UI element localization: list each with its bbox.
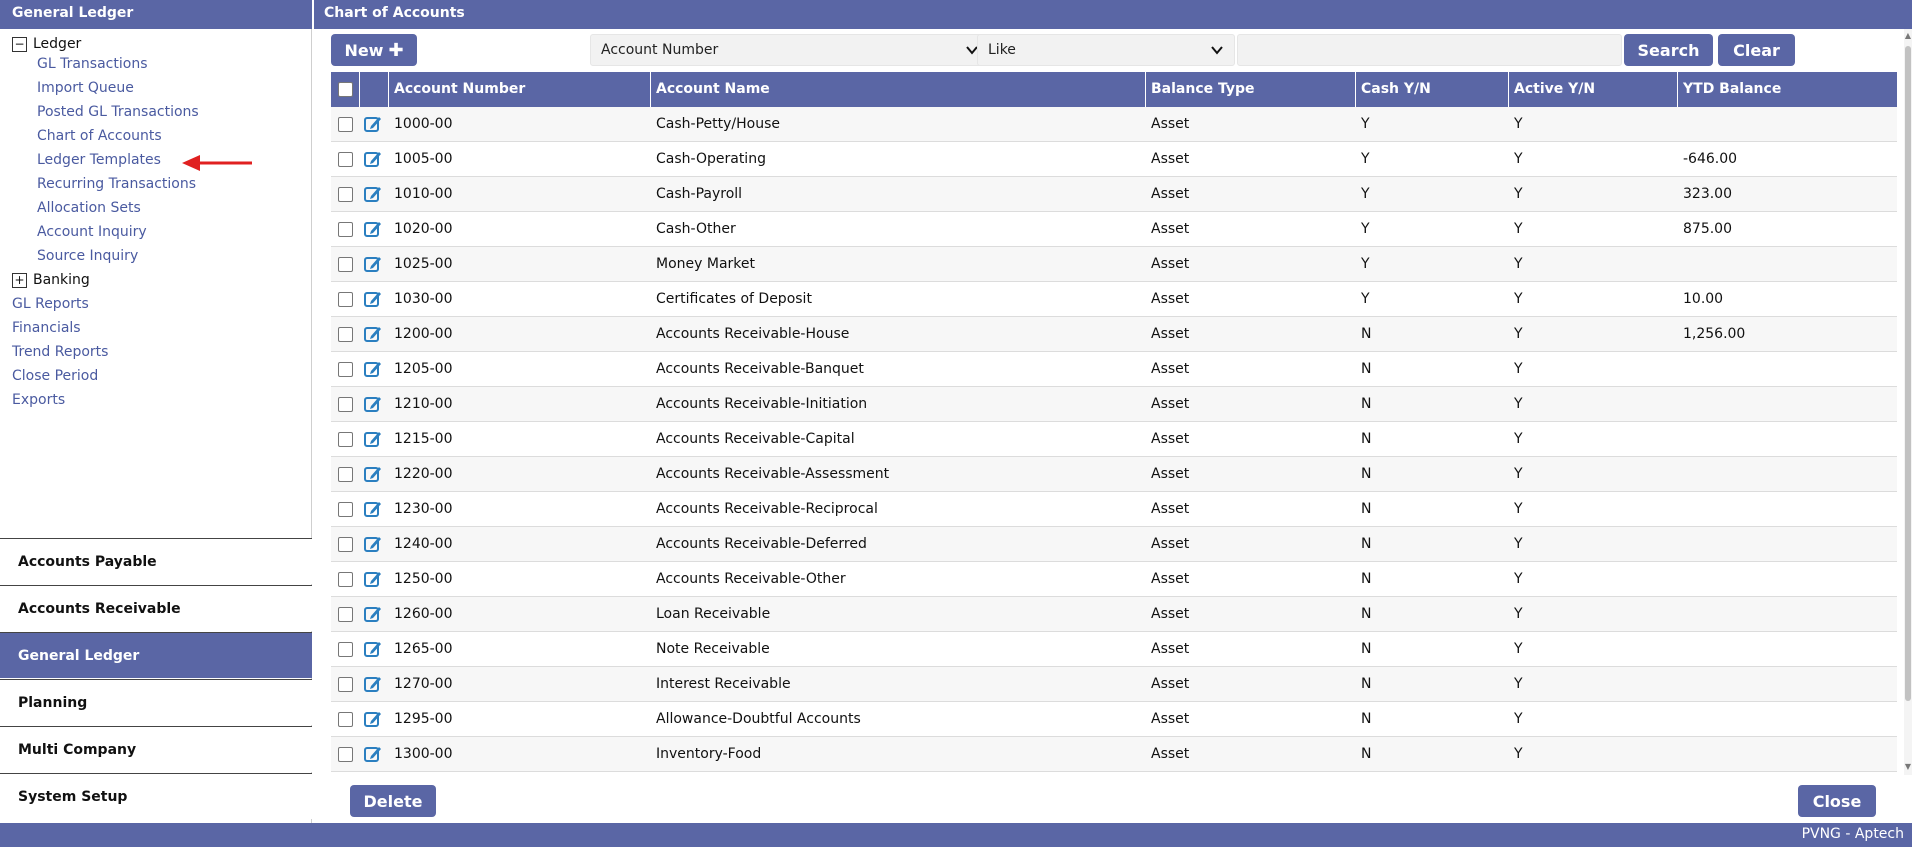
edit-icon[interactable] — [363, 639, 383, 659]
cell-active-yn: Y — [1514, 116, 1523, 132]
edit-icon[interactable] — [363, 709, 383, 729]
cell-balance-type: Asset — [1151, 571, 1190, 587]
module-accounts-payable[interactable]: Accounts Payable — [0, 538, 312, 584]
cell-cash-yn: Y — [1361, 116, 1370, 132]
table-row[interactable] — [331, 702, 1897, 737]
module-planning[interactable]: Planning — [0, 679, 312, 725]
scrollbar-thumb[interactable] — [1905, 46, 1911, 701]
module-multi-company[interactable]: Multi Company — [0, 726, 312, 772]
row-checkbox[interactable] — [338, 292, 353, 307]
cell-ytd-balance — [1678, 387, 1683, 422]
sidebar-item-exports[interactable]: Exports — [12, 392, 66, 408]
cell-active-yn: Y — [1514, 256, 1523, 272]
cell-account-name: Certificates of Deposit — [656, 291, 812, 307]
cell-cash-yn: N — [1361, 326, 1372, 342]
cell-balance-type: Asset — [1151, 151, 1190, 167]
sidebar-item-financials[interactable]: Financials — [12, 320, 81, 336]
cell-active-yn: Y — [1514, 641, 1523, 657]
cell-ytd-balance: 10.00 — [1683, 291, 1724, 307]
tree-node-banking[interactable] — [12, 269, 90, 291]
cell-cash-yn: Y — [1361, 186, 1370, 202]
cell-account-number: 1210-00 — [394, 396, 453, 412]
row-checkbox[interactable] — [338, 712, 353, 727]
row-checkbox[interactable] — [338, 152, 353, 167]
cell-active-yn: Y — [1514, 186, 1523, 202]
cell-cash-yn: Y — [1361, 291, 1370, 307]
red-arrow-annotation — [182, 153, 252, 173]
cell-account-number: 1300-00 — [394, 746, 453, 762]
cell-ytd-balance — [1678, 422, 1683, 457]
table-row[interactable] — [331, 632, 1897, 667]
clear-button[interactable]: Clear — [1718, 34, 1795, 66]
cell-active-yn: Y — [1514, 361, 1523, 377]
cell-balance-type: Asset — [1151, 361, 1190, 377]
cell-account-number: 1230-00 — [394, 501, 453, 517]
cell-active-yn: Y — [1514, 571, 1523, 587]
sidebar-item-recurring-transactions[interactable]: Recurring Transactions — [37, 176, 197, 192]
cell-account-number: 1260-00 — [394, 606, 453, 622]
edit-icon[interactable] — [363, 744, 383, 764]
new-button-label: New — [344, 40, 384, 60]
cell-balance-type: Asset — [1151, 606, 1190, 622]
cell-cash-yn: N — [1361, 571, 1372, 587]
column-header-cash-yn[interactable]: Cash Y/N — [1356, 72, 1509, 107]
operator-select[interactable] — [977, 34, 1235, 66]
cell-account-name: Accounts Receivable-Initiation — [656, 396, 868, 412]
cell-active-yn: Y — [1514, 466, 1523, 482]
cell-account-number: 1205-00 — [394, 361, 453, 377]
field-select[interactable] — [590, 34, 990, 66]
column-header-balance-type[interactable]: Balance Type — [1146, 72, 1356, 107]
delete-button[interactable]: Delete — [350, 785, 436, 817]
top-header-bar — [0, 0, 1912, 29]
cell-ytd-balance — [1678, 632, 1683, 667]
cell-account-number: 1220-00 — [394, 466, 453, 482]
edit-column-header — [360, 72, 389, 107]
cell-ytd-balance — [1678, 667, 1683, 702]
cell-active-yn: Y — [1514, 326, 1523, 342]
select-all-checkbox[interactable] — [338, 82, 353, 97]
cell-account-name: Note Receivable — [656, 641, 770, 657]
cell-cash-yn: Y — [1361, 256, 1370, 272]
cell-account-number: 1200-00 — [394, 326, 453, 342]
cell-account-name: Money Market — [656, 256, 755, 272]
cell-ytd-balance — [1678, 562, 1683, 597]
column-header-ytd-balance[interactable]: YTD Balance — [1683, 81, 1782, 97]
cell-account-number: 1295-00 — [394, 711, 453, 727]
cell-ytd-balance — [1678, 492, 1683, 527]
sidebar-item-gl-transactions[interactable]: GL Transactions — [37, 56, 148, 72]
sidebar-item-posted-gl-transactions[interactable]: Posted GL Transactions — [37, 104, 199, 120]
table-row[interactable] — [331, 737, 1897, 772]
tree-node-ledger[interactable] — [12, 33, 81, 55]
cell-ytd-balance — [1678, 597, 1683, 632]
cell-balance-type: Asset — [1151, 536, 1190, 552]
cell-balance-type: Asset — [1151, 431, 1190, 447]
cell-account-name: Accounts Receivable-Reciprocal — [656, 501, 878, 517]
edit-icon[interactable] — [363, 219, 383, 239]
table-row[interactable] — [331, 282, 1897, 317]
cell-account-number: 1010-00 — [394, 186, 453, 202]
cell-account-number: 1250-00 — [394, 571, 453, 587]
cell-account-name: Accounts Receivable-Deferred — [656, 536, 867, 552]
table-header — [331, 72, 1897, 107]
edit-icon[interactable] — [363, 394, 383, 414]
cell-ytd-balance — [1678, 247, 1683, 282]
scroll-up-icon[interactable]: ▲ — [1904, 31, 1912, 40]
accounts-table — [331, 72, 1897, 781]
cell-account-name: Accounts Receivable-Capital — [656, 431, 855, 447]
row-checkbox[interactable] — [338, 502, 353, 517]
sidebar-item-allocation-sets[interactable]: Allocation Sets — [37, 200, 141, 216]
page-title: Chart of Accounts — [324, 5, 465, 21]
table-row[interactable] — [331, 527, 1897, 562]
cell-account-name: Allowance-Doubtful Accounts — [656, 711, 861, 727]
cell-cash-yn: N — [1361, 501, 1372, 517]
row-checkbox[interactable] — [338, 327, 353, 342]
cell-cash-yn: N — [1361, 361, 1372, 377]
sidebar-item-close-period[interactable]: Close Period — [12, 368, 99, 384]
table-row[interactable] — [331, 142, 1897, 177]
edit-icon[interactable] — [363, 254, 383, 274]
edit-icon[interactable] — [363, 499, 383, 519]
cell-account-number: 1020-00 — [394, 221, 453, 237]
row-checkbox[interactable] — [338, 397, 353, 412]
row-checkbox[interactable] — [338, 607, 353, 622]
cell-cash-yn: N — [1361, 466, 1372, 482]
edit-icon[interactable] — [363, 114, 383, 134]
table-row[interactable] — [331, 492, 1897, 527]
row-checkbox[interactable] — [338, 117, 353, 132]
row-checkbox[interactable] — [338, 642, 353, 657]
edit-icon[interactable] — [363, 674, 383, 694]
cell-balance-type: Asset — [1151, 676, 1190, 692]
module-system-setup[interactable]: System Setup — [0, 773, 312, 819]
column-header-active-yn[interactable]: Active Y/N — [1509, 72, 1678, 107]
cell-ytd-balance — [1678, 527, 1683, 562]
cell-cash-yn: N — [1361, 711, 1372, 727]
cell-active-yn: Y — [1514, 431, 1523, 447]
cell-active-yn: Y — [1514, 501, 1523, 517]
table-row[interactable] — [331, 177, 1897, 212]
sidebar-title: General Ledger — [12, 5, 134, 21]
table-row[interactable] — [331, 352, 1897, 387]
cell-account-number: 1025-00 — [394, 256, 453, 272]
cell-account-name: Cash-Other — [656, 221, 736, 237]
scroll-down-icon[interactable]: ▼ — [1904, 762, 1912, 771]
cell-account-number: 1000-00 — [394, 116, 453, 132]
cell-account-name: Loan Receivable — [656, 606, 771, 622]
cell-cash-yn: N — [1361, 641, 1372, 657]
tree-node-label: Ledger — [33, 36, 82, 52]
edit-icon[interactable] — [363, 464, 383, 484]
collapse-icon[interactable]: − — [12, 37, 27, 52]
cell-ytd-balance — [1678, 702, 1683, 737]
table-row[interactable] — [331, 107, 1897, 142]
plus-icon: ✚ — [388, 39, 404, 61]
cell-account-number: 1030-00 — [394, 291, 453, 307]
edit-icon[interactable] — [363, 149, 383, 169]
cell-account-name: Interest Receivable — [656, 676, 791, 692]
cell-active-yn: Y — [1514, 711, 1523, 727]
row-checkbox[interactable] — [338, 432, 353, 447]
row-checkbox[interactable] — [338, 362, 353, 377]
cell-active-yn: Y — [1514, 221, 1523, 237]
sidebar — [0, 29, 312, 823]
cell-cash-yn: N — [1361, 431, 1372, 447]
row-checkbox[interactable] — [338, 257, 353, 272]
cell-cash-yn: N — [1361, 536, 1372, 552]
cell-account-name: Cash-Petty/House — [656, 116, 780, 132]
sidebar-item-source-inquiry[interactable]: Source Inquiry — [37, 248, 139, 264]
edit-icon[interactable] — [363, 324, 383, 344]
sidebar-item-account-inquiry[interactable]: Account Inquiry — [37, 224, 147, 240]
cell-balance-type: Asset — [1151, 746, 1190, 762]
cell-account-name: Cash-Payroll — [656, 186, 743, 202]
sidebar-item-gl-reports[interactable]: GL Reports — [12, 296, 89, 312]
sidebar-item-ledger-templates[interactable]: Ledger Templates — [37, 152, 161, 168]
cell-balance-type: Asset — [1151, 466, 1190, 482]
cell-account-name: Accounts Receivable-Banquet — [656, 361, 864, 377]
column-header-account-name[interactable]: Account Name — [651, 72, 1146, 107]
operator-select-value: Like — [988, 42, 1016, 58]
cell-ytd-balance — [1678, 352, 1683, 387]
sidebar-item-trend-reports[interactable]: Trend Reports — [12, 344, 109, 360]
cell-balance-type: Asset — [1151, 641, 1190, 657]
cell-balance-type: Asset — [1151, 186, 1190, 202]
cell-ytd-balance: 875.00 — [1683, 221, 1732, 237]
cell-account-name: Accounts Receivable-House — [656, 326, 850, 342]
row-checkbox[interactable] — [338, 677, 353, 692]
table-row[interactable] — [331, 457, 1897, 492]
search-input[interactable] — [1237, 34, 1622, 66]
row-checkbox[interactable] — [338, 222, 353, 237]
cell-ytd-balance — [1678, 107, 1683, 142]
cell-cash-yn: Y — [1361, 151, 1370, 167]
cell-account-name: Cash-Operating — [656, 151, 766, 167]
search-button[interactable]: Search — [1624, 34, 1713, 66]
table-row[interactable] — [331, 667, 1897, 702]
cell-ytd-balance: 323.00 — [1683, 186, 1732, 202]
table-row[interactable] — [331, 212, 1897, 247]
row-checkbox[interactable] — [338, 467, 353, 482]
select-all-cell — [331, 72, 360, 107]
row-checkbox[interactable] — [338, 537, 353, 552]
edit-icon[interactable] — [363, 569, 383, 589]
cell-active-yn: Y — [1514, 676, 1523, 692]
expand-icon[interactable]: + — [12, 273, 27, 288]
cell-account-number: 1265-00 — [394, 641, 453, 657]
main-content — [314, 29, 1912, 823]
column-header-account-number[interactable]: Account Number — [389, 72, 651, 107]
cell-active-yn: Y — [1514, 606, 1523, 622]
cell-balance-type: Asset — [1151, 256, 1190, 272]
cell-balance-type: Asset — [1151, 221, 1190, 237]
module-accounts-receivable[interactable]: Accounts Receivable — [0, 585, 312, 631]
row-checkbox[interactable] — [338, 747, 353, 762]
cell-account-number: 1240-00 — [394, 536, 453, 552]
cell-cash-yn: Y — [1361, 221, 1370, 237]
table-row[interactable] — [331, 422, 1897, 457]
cell-ytd-balance: 1,256.00 — [1683, 326, 1746, 342]
cell-balance-type: Asset — [1151, 291, 1190, 307]
cell-cash-yn: N — [1361, 396, 1372, 412]
cell-active-yn: Y — [1514, 396, 1523, 412]
field-select-value: Account Number — [601, 42, 719, 58]
cell-balance-type: Asset — [1151, 396, 1190, 412]
footer-bar — [0, 823, 1912, 847]
edit-icon[interactable] — [363, 429, 383, 449]
table-row[interactable] — [331, 597, 1897, 632]
table-row[interactable] — [331, 247, 1897, 282]
module-general-ledger[interactable]: General Ledger — [0, 632, 312, 678]
table-row[interactable] — [331, 317, 1897, 352]
cell-cash-yn: N — [1361, 676, 1372, 692]
cell-account-name: Accounts Receivable-Assessment — [656, 466, 890, 482]
cell-account-number: 1270-00 — [394, 676, 453, 692]
cell-ytd-balance — [1678, 457, 1683, 492]
edit-icon[interactable] — [363, 184, 383, 204]
edit-icon[interactable] — [363, 604, 383, 624]
sidebar-item-import-queue[interactable]: Import Queue — [37, 80, 134, 96]
row-checkbox[interactable] — [338, 572, 353, 587]
cell-ytd-balance: -646.00 — [1683, 151, 1738, 167]
sidebar-item-chart-of-accounts[interactable]: Chart of Accounts — [37, 128, 162, 144]
cell-active-yn: Y — [1514, 746, 1523, 762]
cell-balance-type: Asset — [1151, 326, 1190, 342]
tree-node-label: Banking — [33, 272, 90, 288]
edit-icon[interactable] — [363, 289, 383, 309]
cell-account-name: Inventory-Food — [656, 746, 762, 762]
cell-account-name: Accounts Receivable-Other — [656, 571, 846, 587]
cell-balance-type: Asset — [1151, 501, 1190, 517]
table-row[interactable] — [331, 562, 1897, 597]
edit-icon[interactable] — [363, 534, 383, 554]
new-button[interactable] — [331, 34, 417, 66]
cell-active-yn: Y — [1514, 291, 1523, 307]
cell-balance-type: Asset — [1151, 711, 1190, 727]
edit-icon[interactable] — [363, 359, 383, 379]
footer-text: PVNG - Aptech — [1801, 826, 1904, 842]
cell-balance-type: Asset — [1151, 116, 1190, 132]
cell-account-number: 1215-00 — [394, 431, 453, 447]
cell-cash-yn: N — [1361, 606, 1372, 622]
close-button[interactable]: Close — [1798, 785, 1876, 817]
cell-active-yn: Y — [1514, 536, 1523, 552]
chevron-down-icon — [1210, 43, 1224, 57]
cell-account-number: 1005-00 — [394, 151, 453, 167]
row-checkbox[interactable] — [338, 187, 353, 202]
cell-active-yn: Y — [1514, 151, 1523, 167]
cell-cash-yn: N — [1361, 746, 1372, 762]
cell-ytd-balance — [1678, 737, 1683, 772]
table-row[interactable] — [331, 387, 1897, 422]
